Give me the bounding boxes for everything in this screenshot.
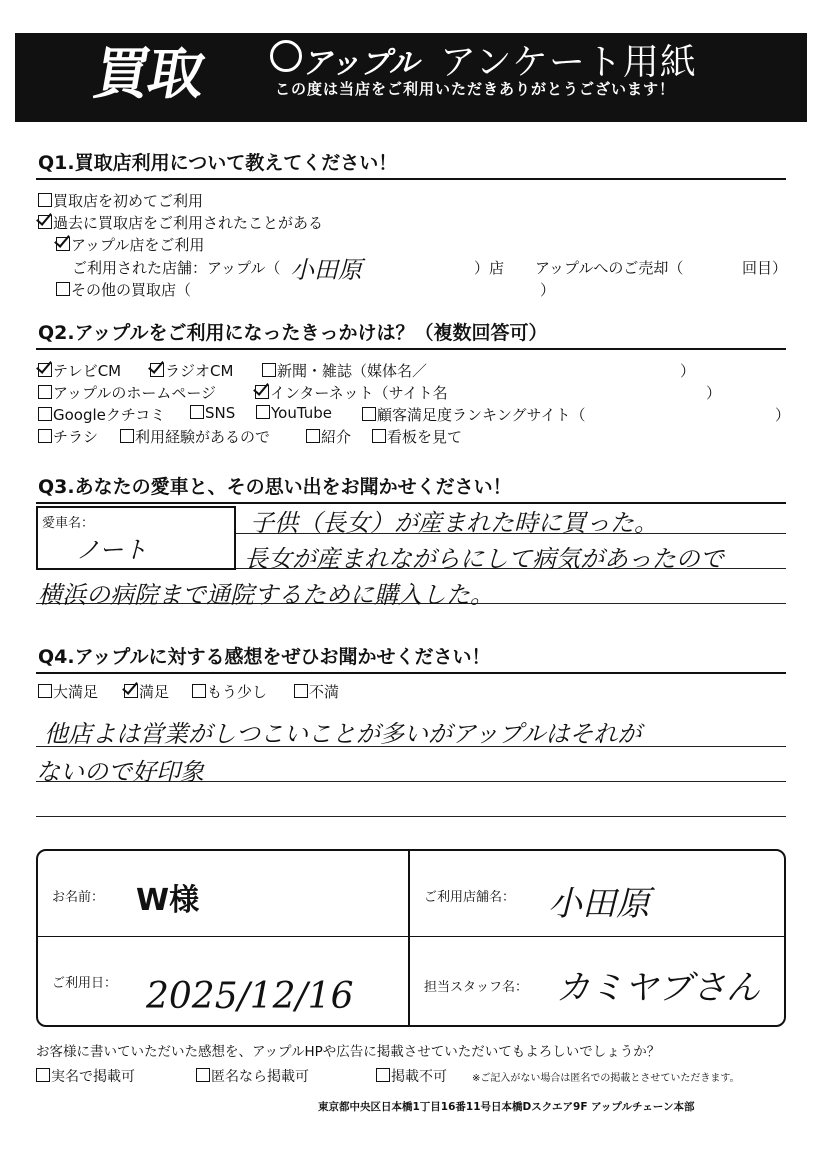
- survey-title: アンケート用紙: [440, 42, 697, 83]
- q4-heading: Q4.アップルに対する感想をぜひお聞かせください！: [38, 646, 491, 668]
- checkbox[interactable]: [56, 282, 70, 296]
- q2-option-sign[interactable]: 看板を見て: [372, 426, 462, 447]
- q1-option-past[interactable]: 過去に買取店をご利用されたことがある: [38, 212, 323, 233]
- q4-option-unsatisfied[interactable]: 不満: [294, 681, 339, 702]
- q2-option-internet[interactable]: インターネット（サイト名: [255, 382, 448, 403]
- checkbox[interactable]: [306, 429, 320, 443]
- q1-option-first[interactable]: 買取店を初めてご利用: [38, 190, 203, 211]
- staff-value: カミヤブさん: [556, 968, 760, 1008]
- q2-option-news[interactable]: 新聞・雑誌（媒体名／: [262, 360, 427, 381]
- date-value: 2025/12/16: [146, 976, 354, 1017]
- staff-label: 担当スタッフ名：: [424, 980, 529, 995]
- checkbox-checked[interactable]: [56, 237, 70, 251]
- q2-option-flyer[interactable]: チラシ: [38, 426, 98, 447]
- q2-option-youtube[interactable]: YouTube: [256, 404, 332, 422]
- q4-rule: [36, 672, 786, 674]
- apple-logo-icon: [270, 40, 302, 72]
- checkbox[interactable]: [38, 407, 52, 421]
- q3-answer-line-1: 子供（長女）が産まれた時に買った。: [250, 509, 658, 537]
- company-address: 東京都中央区日本橋1丁目16番11号日本橋Dスクエア9F アップルチェーン本部: [318, 1101, 695, 1113]
- checkbox-checked[interactable]: [38, 363, 52, 377]
- q4-option-satisfied[interactable]: 満足: [124, 681, 169, 702]
- brand-name: アップル: [302, 46, 419, 81]
- thanks-message: この度は当店をご利用いただきありがとうございます！: [275, 80, 676, 98]
- q2-rule: [36, 348, 786, 350]
- consent-note: ※ご記入がない場合は匿名での掲載とさせていただきます。: [472, 1073, 740, 1084]
- q1-option-apple[interactable]: アップル店をご利用: [56, 234, 204, 255]
- q4-option-very-satisfied[interactable]: 大満足: [38, 681, 98, 702]
- checkbox[interactable]: [294, 684, 308, 698]
- info-divider-h: [36, 936, 784, 937]
- checkbox[interactable]: [376, 1068, 390, 1082]
- q2-option-sns[interactable]: SNS: [190, 404, 235, 422]
- q2-option-radio[interactable]: ラジオCM: [150, 360, 233, 381]
- q2-option-homepage[interactable]: アップルのホームページ: [38, 382, 216, 403]
- checkbox[interactable]: [38, 193, 52, 207]
- car-name-box: [36, 506, 236, 570]
- checkbox-checked[interactable]: [150, 363, 164, 377]
- checkbox[interactable]: [192, 684, 206, 698]
- q2-option-tv[interactable]: テレビCM: [38, 360, 121, 381]
- checkbox[interactable]: [38, 684, 52, 698]
- q2-news-close: ）: [680, 362, 696, 380]
- checkbox[interactable]: [38, 385, 52, 399]
- q2-ranking-close: ）: [775, 406, 791, 424]
- store-label: ご利用店舗名：: [424, 890, 516, 905]
- checkbox[interactable]: [36, 1068, 50, 1082]
- checkbox[interactable]: [262, 363, 276, 377]
- q4-line-3: [36, 816, 786, 817]
- car-name-label: 愛車名：: [42, 516, 95, 531]
- q1-store-suffix: ）店: [474, 259, 505, 277]
- store-value: 小田原: [548, 884, 650, 924]
- checkbox[interactable]: [120, 429, 134, 443]
- consent-question: お客様に書いていただいた感想を、アップルHPや広告に掲載させていただいてもよろしいでしょうか？: [36, 1044, 661, 1060]
- q1-store-label: ご利用された店舗：アップル（: [72, 259, 281, 277]
- q4-answer-line-2: ないので好印象: [36, 758, 204, 786]
- consent-option-real-name[interactable]: 実名で掲載可: [36, 1066, 135, 1086]
- q2-heading: Q2.アップルをご利用になったきっかけは？（複数回答可）: [38, 322, 548, 344]
- q3-answer-line-3: 横浜の病院まで通院するために購入した。: [38, 581, 494, 609]
- checkbox[interactable]: [196, 1068, 210, 1082]
- q1-count-label: アップルへのご売却（: [535, 259, 684, 277]
- consent-option-no[interactable]: 掲載不可: [376, 1066, 447, 1086]
- q3-heading: Q3.あなたの愛車と、その思い出をお聞かせください！: [38, 476, 512, 498]
- checkbox-checked[interactable]: [255, 385, 269, 399]
- q3-answer-line-2: 長女が産まれながらにして病気があったので: [244, 545, 724, 573]
- q4-answer-line-1: 他店よは営業がしつこいことが多いがアップルはそれが: [44, 720, 642, 748]
- checkbox-checked[interactable]: [124, 684, 138, 698]
- q4-option-not-quite[interactable]: もう少し: [192, 681, 267, 702]
- q2-option-intro[interactable]: 紹介: [306, 426, 351, 447]
- q1-option-other[interactable]: その他の買取店（: [56, 279, 191, 300]
- car-name-value: ノート: [76, 536, 148, 564]
- kaitori-logo: 買取: [88, 42, 208, 107]
- q1-store-value: 小田原: [290, 256, 362, 284]
- checkbox[interactable]: [256, 405, 270, 419]
- q1-rule: [36, 178, 786, 180]
- q2-internet-close: ）: [706, 384, 722, 402]
- q2-option-experience[interactable]: 利用経験があるので: [120, 426, 270, 447]
- name-value: W様: [136, 883, 200, 918]
- checkbox-checked[interactable]: [38, 215, 52, 229]
- info-divider-v: [408, 849, 410, 1025]
- date-label: ご利用日：: [52, 976, 118, 991]
- q1-heading: Q1.買取店利用について教えてください！: [38, 152, 398, 174]
- q2-option-ranking[interactable]: 顧客満足度ランキングサイト（: [362, 404, 586, 425]
- q2-option-google[interactable]: Googleクチコミ: [38, 404, 165, 425]
- checkbox[interactable]: [38, 429, 52, 443]
- consent-option-anonymous[interactable]: 匿名なら掲載可: [196, 1066, 309, 1086]
- checkbox[interactable]: [190, 405, 204, 419]
- name-label: お名前：: [52, 890, 105, 905]
- q1-other-close: ）: [540, 281, 556, 299]
- q1-count-suffix: 回目）: [742, 259, 788, 277]
- checkbox[interactable]: [362, 407, 376, 421]
- checkbox[interactable]: [372, 429, 386, 443]
